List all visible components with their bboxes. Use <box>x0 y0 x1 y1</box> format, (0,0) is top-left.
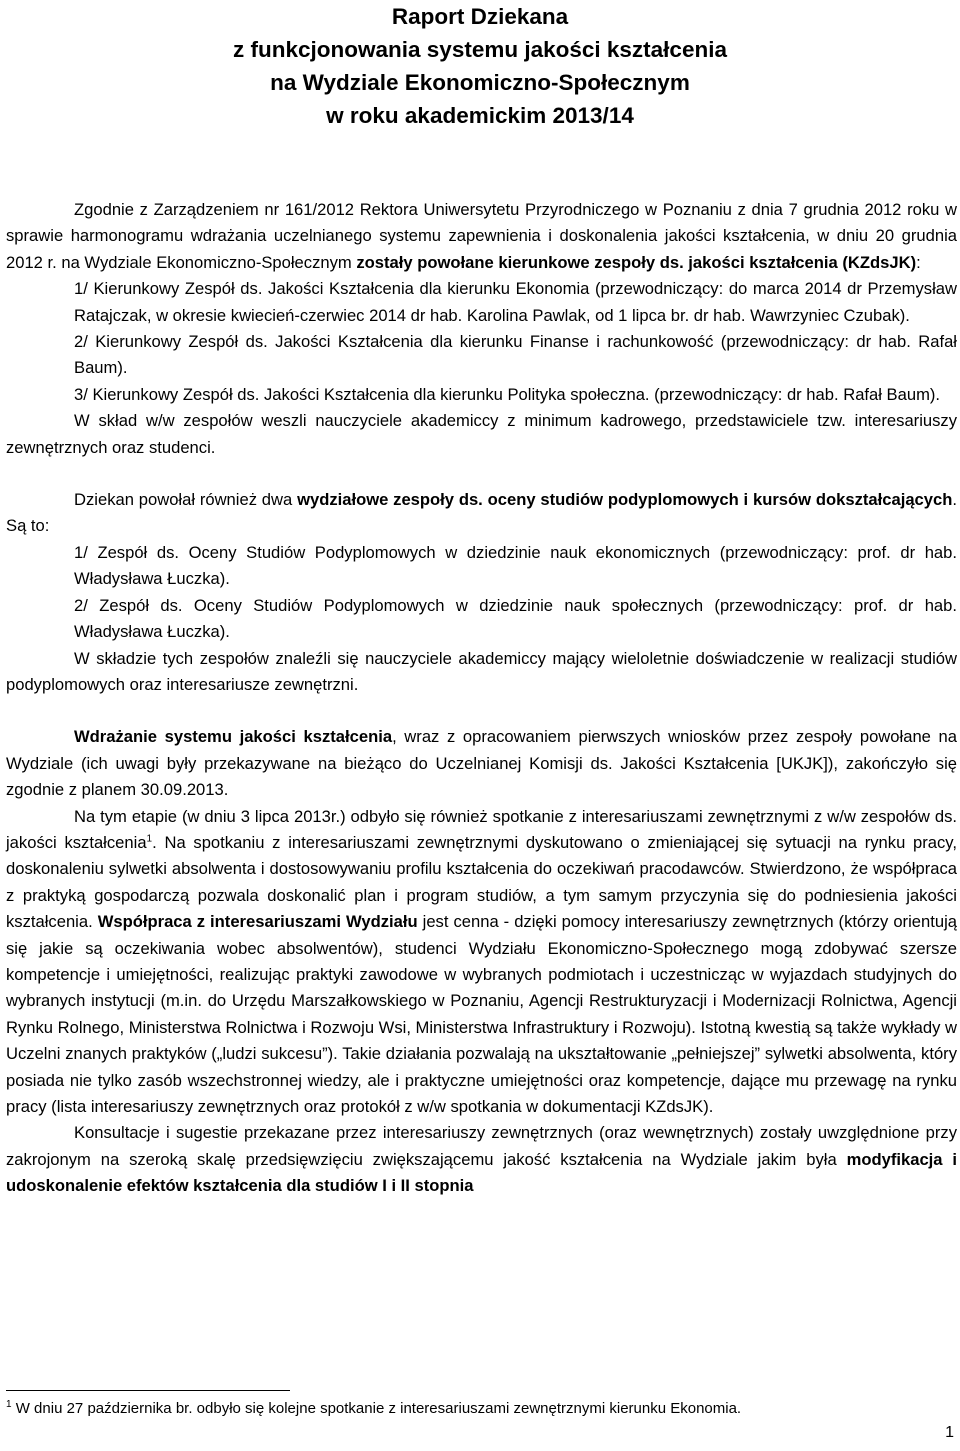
footnote <box>6 1398 946 1420</box>
report-subtitle-line-1: z funkcjonowania systemu jakości kształcenia <box>233 37 727 62</box>
implementation-bold: Wdrażanie systemu jakości kształcenia <box>74 727 393 747</box>
paragraph-gap <box>6 461 957 487</box>
intro-text: Zgodnie z Zarządzeniem nr 161/2012 Rektora Uniwersytetu Przyrodniczego w Poznaniu z dnia 7 grudnia 2012 roku w sprawie harmonogramu wdrażania uczelnianego systemu zapewnienia i doskonalenia jakości kształcenia, w dniu 20 grudnia 2012 r. na Wydziale Ekonomiczno-Społecznym <box>6 200 957 272</box>
composition-paragraph: W skład w/w zespołów weszli nauczyciele akademiccy z minimum kadrowego, przedstawiciele tzw. interesariuszy zewnętrznych oraz studenci. <box>6 411 957 457</box>
postgrad-team-item: 2/ Zespół ds. Oceny Studiów Podyplomowych w dziedzinie nauk społecznych (przewodniczący: prof. dr hab. Władysława Łuczka). <box>74 595 957 642</box>
consultations-text: Konsultacje i sugestie przekazane przez interesariuszy zewnętrznych (oraz wewnętrznych) zostały uwzględnione przy zakrojonym na szeroką skalę przedsięwzięciu zwiększającemu jakość kształcenia na Wydziale jakim była <box>6 1123 957 1169</box>
consultations-bold: modyfikacja i udoskonalenie efektów kształcenia dla studiów I i II stopnia <box>6 1149 958 1196</box>
team-item: 1/ Kierunkowy Zespół ds. Jakości Kształcenia dla kierunku Ekonomia (przewodniczący: do marca 2014 dr Przemysław Ratajczak, w okresie kwiecień-czerwiec 2014 dr hab. Karolina Pawlak, od 1 lipca br. dr hab. Wawrzyniec Czubak). <box>74 279 957 325</box>
report-body <box>6 197 957 1200</box>
meeting-text-3: jest cenna - dzięki pomocy interesariuszy zewnętrznych (którzy orientują się jakie są oczekiwania wobec absolwentów), studenci Wydziału Ekonomiczno-Społecznego mogą zdobywać szersze kompetencje i umiejętności, realizując praktyki zawodowe w wybranych podmiotach i uczestnicząc w wyjazdach studyjnych do wybranych instytucji (m.in. do Urzędu Marszałkowskiego w Poznaniu, Agencji Restrukturyzacji i Modernizacji Rolnictwa, Agencji Rynku Rolnego, Ministerstwa Rolnictwa i Rozwoju Wsi, Ministerstwa Infrastruktury i Rozwoju). Istotną kwestią są także wykłady w Uczelni znanych praktyków („ludzi sukcesu”). Takie działania pozwalają na ukształtowanie „pełniejszej” sylwetki absolwenta, który posiada nie tylko zasób wszechstronnej wiedzy, ale i praktyczne umiejętności oraz kompetencje, dające mu przewagę na rynku pracy (lista interesariuszy zewnętrznych oraz protokół z w/w spotkania w dokumentacji KZdsJK). <box>6 912 957 1116</box>
footnote-text: W dniu 27 października br. odbyło się kolejne spotkanie z interesariuszami zewnętrznymi kierunku Ekonomia. <box>15 1400 742 1417</box>
report-subtitle-line-3: w roku akademickim 2013/14 <box>326 103 634 128</box>
footnote-number: 1 <box>6 1399 12 1410</box>
meeting-paragraph <box>6 804 957 1121</box>
postgrad-paragraph <box>6 487 957 540</box>
intro-paragraph <box>6 197 957 276</box>
report-subtitle-line-2: na Wydziale Ekonomiczno-Społecznym <box>270 70 690 95</box>
team-item: 2/ Kierunkowy Zespół ds. Jakości Kształcenia dla kierunku Finanse i rachunkowość (przewodniczący: dr hab. Rafał Baum). <box>74 332 957 378</box>
postgrad-team-item: 1/ Zespół ds. Oceny Studiów Podyplomowych w dziedzinie nauk ekonomicznych (przewodniczący: prof. dr hab. Władysława Łuczka). <box>74 542 957 589</box>
postgrad-text: Dziekan powołał również dwa <box>74 490 298 510</box>
footnote-separator <box>6 1390 290 1391</box>
meeting-bold: Współpraca z interesariuszami Wydziału <box>97 912 418 932</box>
postgrad-text-end: . Są to: <box>6 490 957 536</box>
implementation-paragraph <box>6 724 957 803</box>
intro-text-end: : <box>916 252 921 272</box>
meeting-text: Na tym etapie (w dniu 3 lipca 2013r.) odbyło się również spotkanie z interesariuszami zewnętrznymi z w/w zespołów ds. jakości kształcenia <box>6 806 957 852</box>
implementation-text: , wraz z opracowaniem pierwszych wniosków przez zespoły powołane na Wydziale (ich uwagi były przekazywane na bieżąco do Uczelnianej Komisji ds. Jakości Kształcenia [UKJK]), zakończyło się zgodnie z planem 30.09.2013. <box>6 727 957 800</box>
report-title: Raport Dziekana <box>391 4 569 29</box>
paragraph-gap <box>6 698 957 724</box>
footnote-ref: 1 <box>146 833 153 845</box>
intro-bold: zostały powołane kierunkowe zespoły ds. jakości kształcenia (KZdsJK) <box>356 252 917 272</box>
meeting-text-2: . Na spotkaniu z interesariuszami zewnętrznymi dyskutowano o zmieniającej się sytuacji na rynku pracy, doskonaleniu sylwetki absolwenta i dostosowywaniu profilu kształcenia do oczekiwań pracodawców. Stwierdzono, że współpraca z praktyką gospodarczą pozwala doskonalić plan i program studiów, a tym samym przyczynia się do podniesienia jakości kształcenia. <box>6 832 957 932</box>
composition2-paragraph: W składzie tych zespołów znaleźli się nauczyciele akademiccy mający wieloletnie doświadczenie w realizacji studiów podyplomowych oraz interesariusze zewnętrzni. <box>6 648 957 694</box>
team-item: 3/ Kierunkowy Zespół ds. Jakości Kształcenia dla kierunku Polityka społeczna. (przewodniczący: dr hab. Rafał Baum). <box>74 384 941 404</box>
consultations-paragraph <box>6 1120 957 1199</box>
page-number: 1 <box>945 1424 954 1441</box>
postgrad-bold: wydziałowe zespoły ds. oceny studiów podyplomowych i kursów dokształcających <box>297 490 953 510</box>
